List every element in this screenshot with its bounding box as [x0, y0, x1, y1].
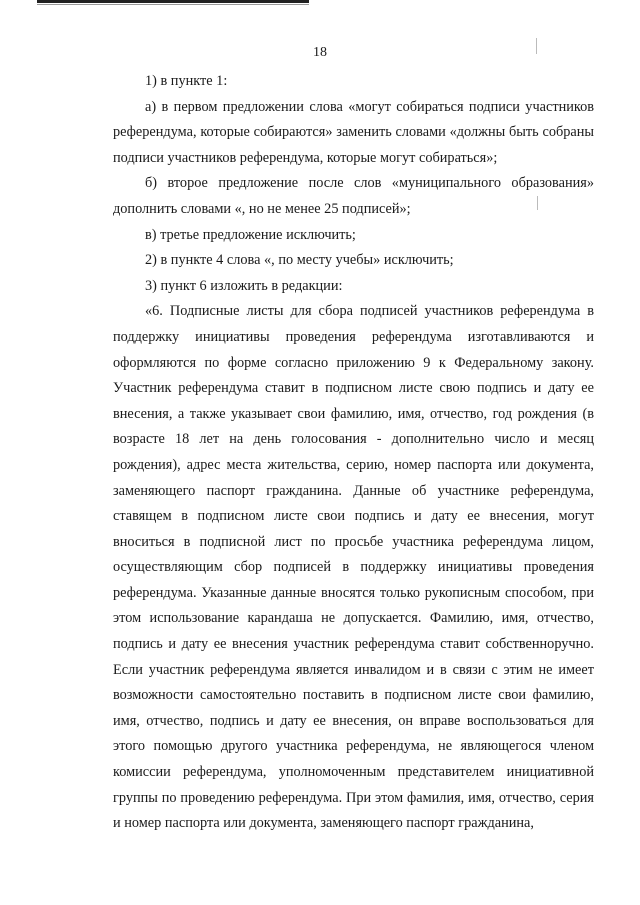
paragraph: «6. Подписные листы для сбора подписей участников референдума в поддержку инициативы проведения референдума изготавливаются и оформляются по форме согласно приложению 9 к Федеральному закону. Участник референдума ставит в подписном листе свою подпись и дату ее внесения, а также указывает свои фамилию, имя, отчество, год рождения (в возрасте 18 лет на день голосования - дополнительно число и месяц рождения), адрес места жительства, серию, номер паспорта или документа, заменяющего паспорт гражданина. Данные об участнике референдума, ставящем в подписном листе свои подпись и дату ее внесения, могут вноситься в подписной лист по просьбе участника референдума лицом, осуществляющим сбор подписей в поддержку инициативы проведения референдума. Указанные данные вносятся только рукописным способом, при этом использование карандаша не допускается. Фамилию, имя, отчество, подпись и дату ее внесения участник референдума ставит собственноручно. Если участник референдума является инвалидом и в связи с этим не имеет возможности самостоятельно поставить в подписном листе свои фамилию, имя, отчество, подпись и дату ее внесения, он вправе воспользоваться для этого помощью другого участника референдума, не являющегося членом комиссии референдума, уполномоченным представителем инициативной группы по проведению референдума. При этом фамилия, имя, отчество, серия и номер паспорта или документа, заменяющего паспорт гражданина, [113, 303, 594, 832]
paragraph: 1) в пункте 1: [145, 73, 228, 89]
paragraph: а) в первом предложении слова «могут собираться подписи участников референдума, которые собираются» заменить словами «должны быть собраны подписи участников референдума, которые могут собираться»; [113, 98, 594, 166]
paragraph: 3) пункт 6 изложить в редакции: [145, 277, 343, 294]
scan-artifact-line [37, 0, 309, 3]
document-body [113, 69, 594, 837]
paragraph: 2) в пункте 4 слова «, по месту учебы» исключить; [145, 252, 454, 269]
paragraph: б) второе предложение после слов «муниципального образования» дополнить словами «, но не менее 25 подписей»; [113, 175, 594, 217]
scan-artifact-line [37, 4, 309, 5]
page-number: 18 [313, 45, 327, 60]
paragraph: в) третье предложение исключить; [145, 226, 356, 243]
